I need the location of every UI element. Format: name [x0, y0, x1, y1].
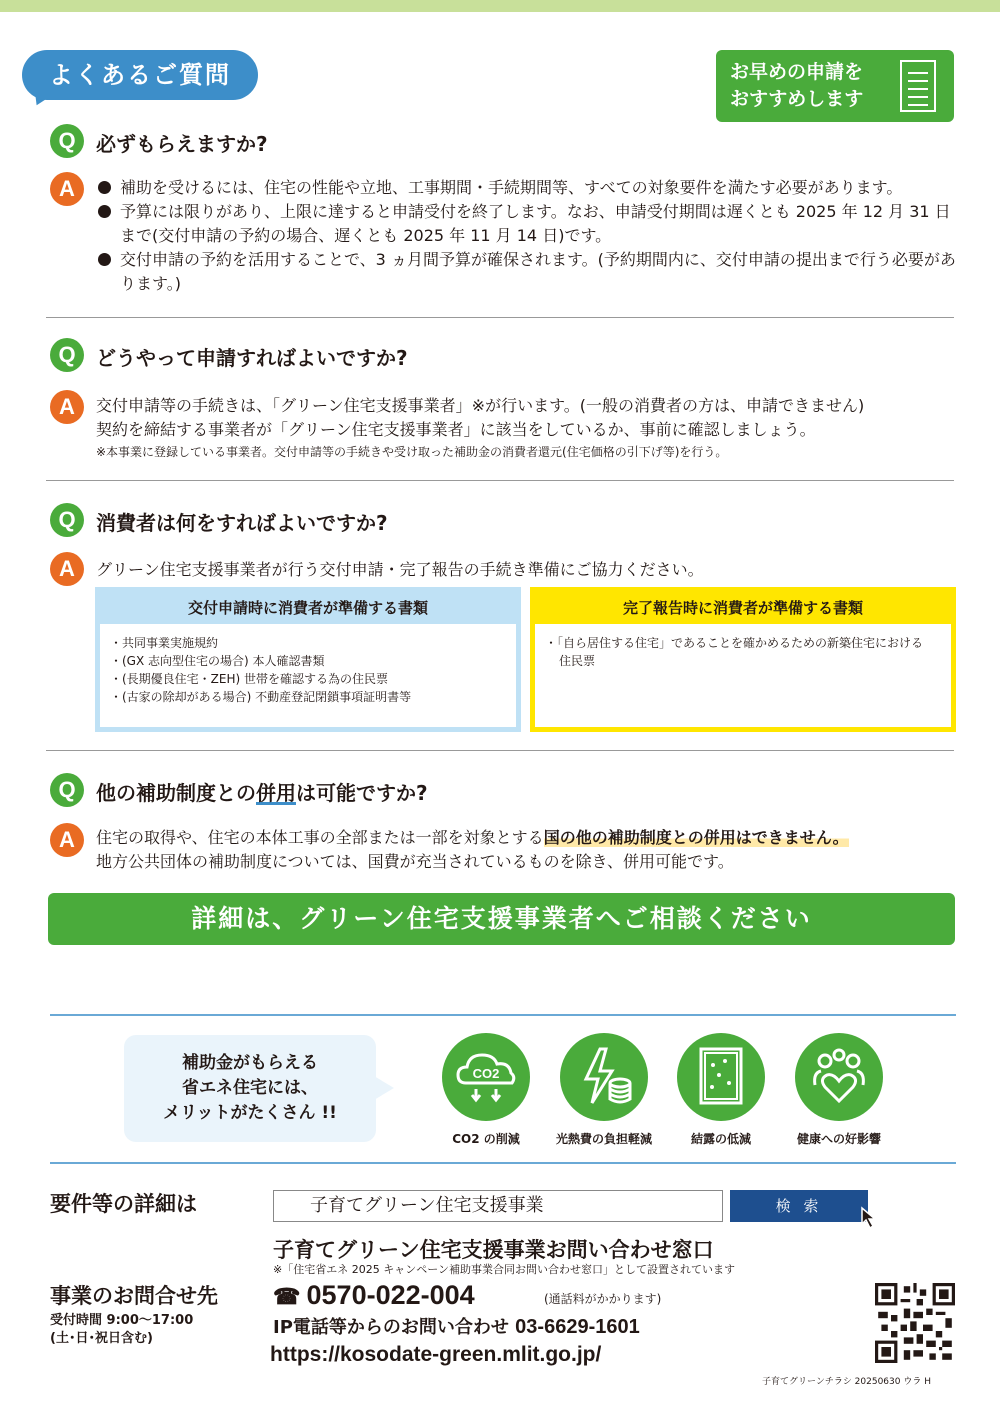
consumer-docs-application-box — [95, 587, 521, 732]
window-condensation-icon — [677, 1033, 765, 1121]
consumer-docs-completion-box — [530, 587, 956, 732]
list-item: ・共同事業実施規約 — [110, 636, 219, 650]
hours-line-1: 受付時間 9:00〜17:00 — [50, 1313, 194, 1328]
list-item-continuation: 住民票 — [559, 654, 596, 668]
answer-1-bullet-3: 交付申請の予約を活用することで、3 ヵ月間予算が確保されます。(予約期間内に、交付申請の提出まで行う必要があります。) — [96, 248, 956, 296]
phone-number[interactable]: ☎ 0570-022-004 — [273, 1280, 475, 1310]
hours-line-2: (土･日･祝日含む) — [50, 1331, 153, 1346]
a-icon: A — [50, 172, 84, 206]
box-title: 完了報告時に消費者が準備する書類 — [535, 592, 951, 624]
answer-3: グリーン住宅支援事業者が行う交付申請・完了報告の手続き準備にご協力ください。 — [96, 560, 704, 579]
q-icon: Q — [50, 503, 84, 537]
divider — [46, 750, 954, 751]
family-heart-icon — [795, 1033, 883, 1121]
document-icon — [900, 60, 936, 112]
inquiry-label: 事業のお問合せ先 — [50, 1284, 218, 1308]
requirements-label: 要件等の詳細は — [50, 1192, 197, 1216]
merit-label-condensation: 結露の低減 — [690, 1132, 751, 1146]
list-item: ・「自ら居住する住宅」であることを確かめるための新築住宅における — [545, 636, 924, 650]
answer-2-line-2: 契約を締結する事業者が「グリーン住宅支援事業者」に該当をしているか、事前に確認しましょう。 — [96, 420, 816, 439]
answer-1-bullet-1: 補助を受けるには、住宅の性能や立地、工事期間・手続期間等、すべての対象要件を満たす必要があります。 — [96, 176, 956, 200]
cursor-icon — [860, 1206, 880, 1230]
merit-bubble — [124, 1035, 376, 1142]
lightning-coins-icon — [560, 1033, 648, 1121]
svg-text:CO2: CO2 — [472, 1066, 500, 1081]
a-icon: A — [50, 390, 84, 424]
question-4: 他の補助制度との併用は可能ですか? — [96, 781, 428, 805]
divider — [46, 480, 954, 481]
list-item: ・(長期優良住宅・ZEH) 世帯を確認する為の住民票 — [110, 672, 389, 686]
answer-2-note: ※本事業に登録している事業者。交付申請等の手続きや受け取った補助金の消費者還元(住宅価格の引下げ等)を行う。 — [96, 445, 728, 459]
contact-note: ※「住宅省エネ 2025 キャンペーン補助事業合同お問い合わせ窓口」として設置されています — [273, 1263, 735, 1276]
question-1: 必ずもらえますか? — [96, 132, 268, 156]
merit-bubble-line-2: 省エネ住宅には、 — [182, 1078, 318, 1098]
divider-blue — [50, 1014, 956, 1016]
ip-phone-number[interactable]: 03-6629-1601 — [515, 1316, 640, 1338]
faq-title: よくあるご質問 — [22, 50, 258, 100]
question-2: どうやって申請すればよいですか? — [96, 346, 408, 370]
merit-bubble-tail — [374, 1076, 394, 1100]
a-icon: A — [50, 823, 84, 857]
phone-icon: ☎ — [273, 1284, 307, 1309]
co2-cloud-icon — [442, 1033, 530, 1121]
website-link[interactable]: https://kosodate-green.mlit.go.jp/ — [270, 1343, 602, 1366]
answer-1-bullet-2: 予算には限りがあり、上限に達すると申請受付を終了します。なお、申請受付期間は遅くとも 2025 年 12 月 31 日まで(交付申請の予約の場合、遅くとも 2025 年 11 月 14 日)です。 — [96, 200, 956, 248]
answer-4 — [96, 826, 966, 874]
qr-code-icon[interactable] — [875, 1283, 955, 1363]
list-item: ・(古家の除却がある場合) 不動産登記閉鎖事項証明書等 — [110, 690, 412, 704]
consult-banner: 詳細は、グリーン住宅支援事業者へご相談ください — [48, 893, 955, 945]
a-icon: A — [50, 552, 84, 586]
q-icon: Q — [50, 124, 84, 158]
answer-4-line-1: 住宅の取得や、住宅の本体工事の全部または一部を対象とする国の他の補助制度との併用はできません。 — [96, 828, 849, 847]
question-3: 消費者は何をすればよいですか? — [96, 511, 388, 535]
merit-label-co2: CO2 の削減 — [452, 1132, 520, 1146]
search-button[interactable]: 検 索 — [730, 1190, 868, 1222]
early-line-1: お早めの申請を — [730, 61, 864, 83]
answer-2 — [96, 394, 956, 462]
top-color-bar — [0, 0, 1000, 12]
merit-bubble-line-1: 補助金がもらえる — [182, 1053, 318, 1073]
merit-label-health: 健康への好影響 — [796, 1132, 881, 1146]
search-input[interactable]: 子育てグリーン住宅支援事業 — [273, 1190, 723, 1222]
divider — [46, 317, 954, 318]
highlight-text: 国の他の補助制度との併用はできません。 — [543, 828, 849, 847]
ip-phone-line: IP電話等からのお問い合わせ 03-6629-1601 — [273, 1316, 640, 1338]
list-item: ・(GX 志向型住宅の場合) 本人確認書類 — [110, 654, 325, 668]
contact-title: 子育てグリーン住宅支援事業お問い合わせ窓口 — [273, 1238, 714, 1262]
early-application-badge — [716, 50, 954, 122]
divider-blue — [50, 1162, 956, 1164]
q-icon: Q — [50, 773, 84, 807]
answer-2-line-1: 交付申請等の手続きは、「グリーン住宅支援事業者」※が行います。(一般の消費者の方は、申請できません) — [96, 396, 865, 415]
merit-bubble-line-3: メリットがたくさん !! — [163, 1103, 337, 1123]
answer-1 — [96, 176, 956, 296]
q-icon: Q — [50, 338, 84, 372]
box-title: 交付申請時に消費者が準備する書類 — [100, 592, 516, 624]
underlined-term: 併用 — [256, 781, 296, 805]
reception-hours — [50, 1312, 193, 1348]
answer-4-line-2: 地方公共団体の補助制度については、国費が充当されているものを除き、併用可能です。 — [96, 852, 734, 871]
phone-note: (通話料がかかります) — [544, 1292, 662, 1306]
merit-label-energy-cost: 光熱費の負担軽減 — [555, 1132, 652, 1146]
early-line-2: おすすめします — [730, 88, 864, 110]
flyer-code: 子育てグリーンチラシ 20250630 ウラ H — [762, 1377, 931, 1387]
